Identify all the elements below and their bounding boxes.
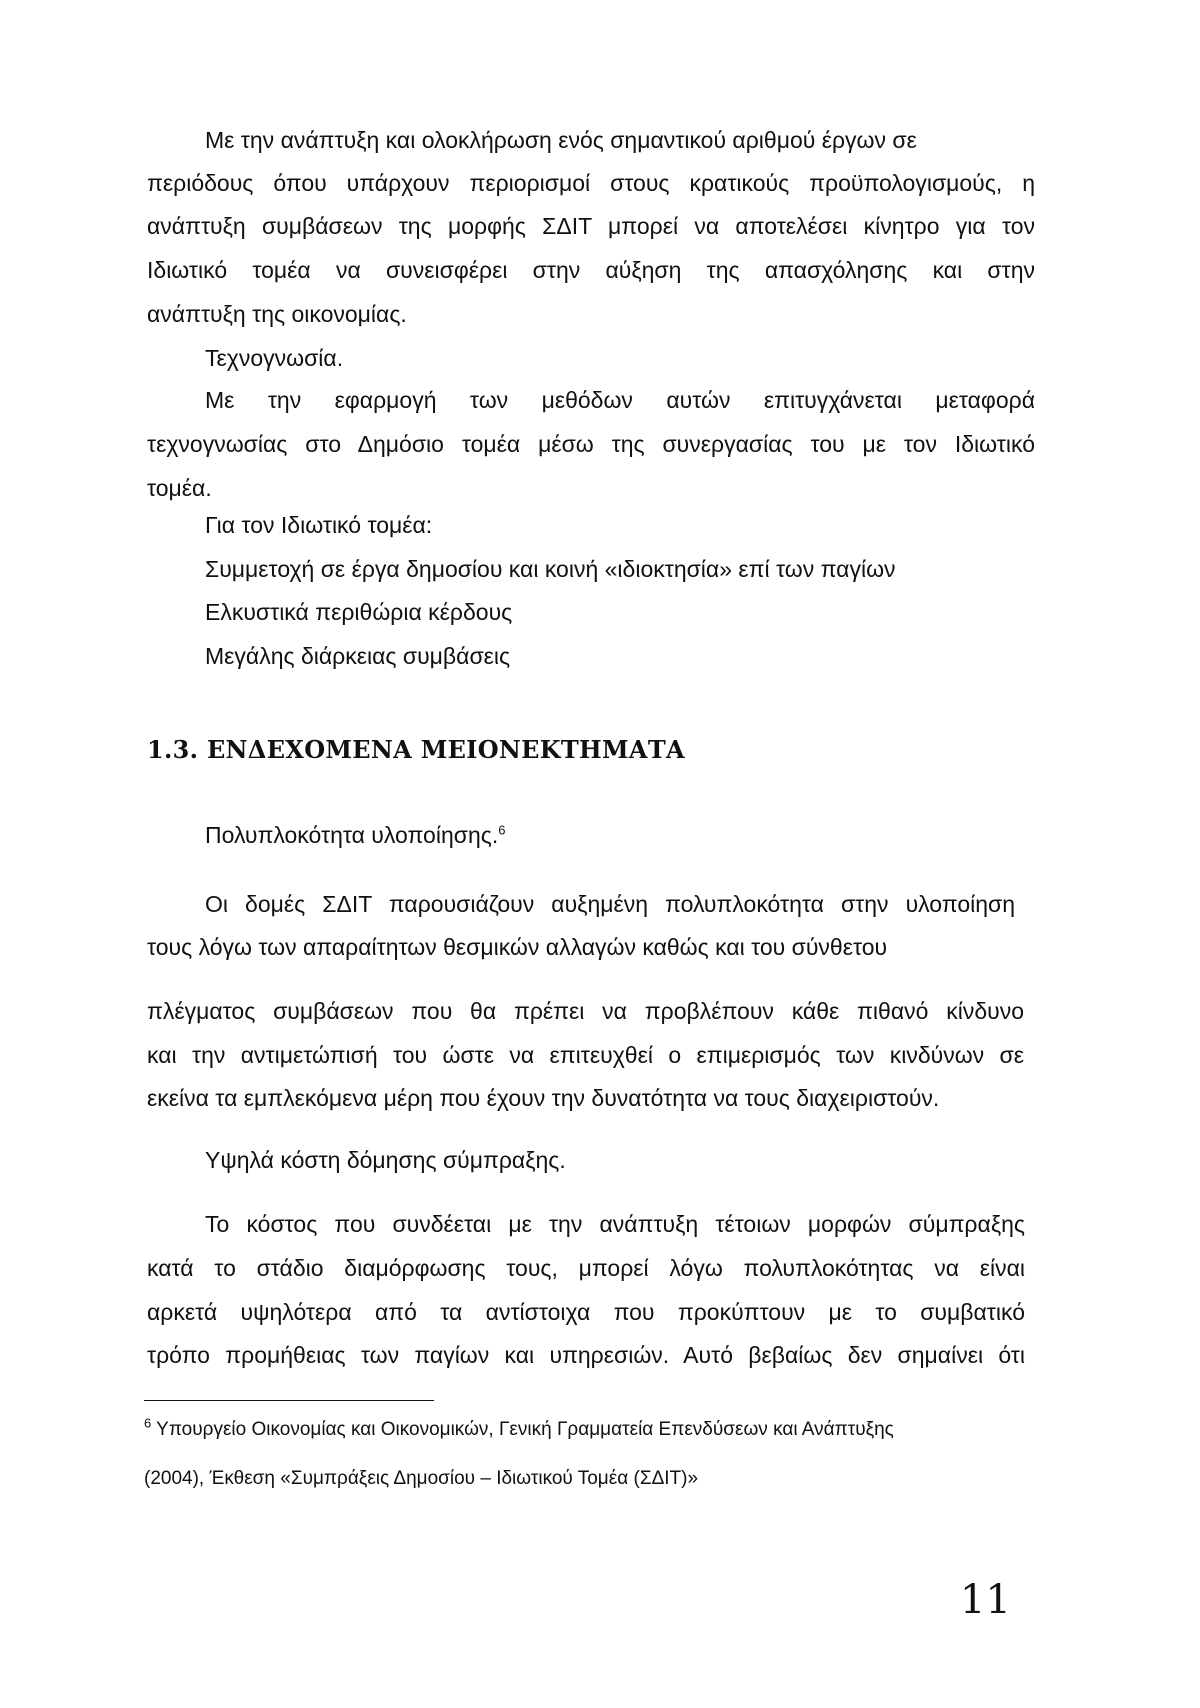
- list-item: Συμμετοχή σε έργα δημοσίου και κοινή «ιδιοκτησία» επί των παγίων: [205, 556, 896, 582]
- subheading-complexity: [205, 821, 505, 849]
- paragraph-line: τεχνογνωσίας στο Δημόσιο τομέα μέσω της συνεργασίας του με τον Ιδιωτικό: [147, 431, 1035, 457]
- paragraph-line: αρκετά υψηλότερα από τα αντίστοιχα που προκύπτουν με το συμβατικό: [147, 1299, 1025, 1325]
- list-item: Μεγάλης διάρκειας συμβάσεις: [205, 643, 511, 669]
- paragraph-line: περιόδους όπου υπάρχουν περιορισμοί στους κρατικούς προϋπολογισμούς, η: [147, 170, 1035, 196]
- paragraph-line: ανάπτυξη της οικονομίας.: [147, 301, 407, 327]
- subheading-technology: Τεχνογνωσία.: [205, 345, 344, 371]
- paragraph-line: πλέγματος συμβάσεων που θα πρέπει να προβλέπουν κάθε πιθανό κίνδυνο: [147, 998, 1024, 1024]
- paragraph-line: Οι δομές ΣΔΙΤ παρουσιάζουν αυξημένη πολυπλοκότητα στην υλοποίηση: [205, 891, 1015, 917]
- paragraph-line: Ιδιωτικό τομέα να συνεισφέρει στην αύξηση της απασχόλησης και στην: [147, 257, 1035, 283]
- paragraph-line: και την αντιμετώπισή του ώστε να επιτευχθεί ο επιμερισμός των κινδύνων σε: [147, 1042, 1024, 1068]
- subheading-complexity-text: Πολυπλοκότητα υλοποίησης.: [205, 822, 499, 848]
- paragraph-line: εκείνα τα εμπλεκόμενα μέρη που έχουν την δυνατότητα να τους διαχειριστούν.: [147, 1085, 940, 1111]
- footnote-separator: [144, 1400, 434, 1401]
- section-heading: 1.3. ΕΝΔΕΧΟΜΕΝΑ ΜΕΙΟΝΕΚΤΗΜΑΤΑ: [147, 735, 685, 764]
- footnote-line: (2004), Έκθεση «Συμπράξεις Δημοσίου – Ιδιωτικού Τομέα (ΣΔΙΤ)»: [144, 1468, 699, 1489]
- paragraph-line: Το κόστος που συνδέεται με την ανάπτυξη τέτοιων μορφών σύμπραξης: [205, 1211, 1025, 1237]
- paragraph-line: κατά το στάδιο διαμόρφωσης τους, μπορεί λόγω πολυπλοκότητας να είναι: [147, 1255, 1025, 1281]
- footnote-reference: 6: [498, 822, 506, 838]
- subheading-private-sector: Για τον Ιδιωτικό τομέα:: [205, 512, 433, 538]
- paragraph-line: ανάπτυξη συμβάσεων της μορφής ΣΔΙΤ μπορεί να αποτελέσει κίνητρο για τον: [147, 213, 1035, 239]
- paragraph-line: Με την εφαρμογή των μεθόδων αυτών επιτυγχάνεται μεταφορά: [205, 387, 1035, 413]
- paragraph-line: τομέα.: [147, 475, 212, 501]
- subheading-costs: Υψηλά κόστη δόμησης σύμπραξης.: [205, 1147, 566, 1173]
- list-item: Ελκυστικά περιθώρια κέρδους: [205, 599, 513, 625]
- footnote-line: [144, 1415, 894, 1442]
- paragraph-line: Με την ανάπτυξη και ολοκλήρωση ενός σημαντικού αριθμού έργων σε: [205, 127, 917, 153]
- paragraph-line: τους λόγω των απαραίτητων θεσμικών αλλαγών καθώς και του σύνθετου: [147, 934, 888, 960]
- footnote-number: 6: [144, 1415, 152, 1431]
- footnote-text: Υπουργείο Οικονομίας και Οικονομικών, Γενική Γραμματεία Επενδύσεων και Ανάπτυξης: [156, 1419, 894, 1440]
- page-number: 11: [960, 1577, 1011, 1623]
- paragraph-line: τρόπο προμήθειας των παγίων και υπηρεσιών. Αυτό βεβαίως δεν σημαίνει ότι: [147, 1342, 1025, 1368]
